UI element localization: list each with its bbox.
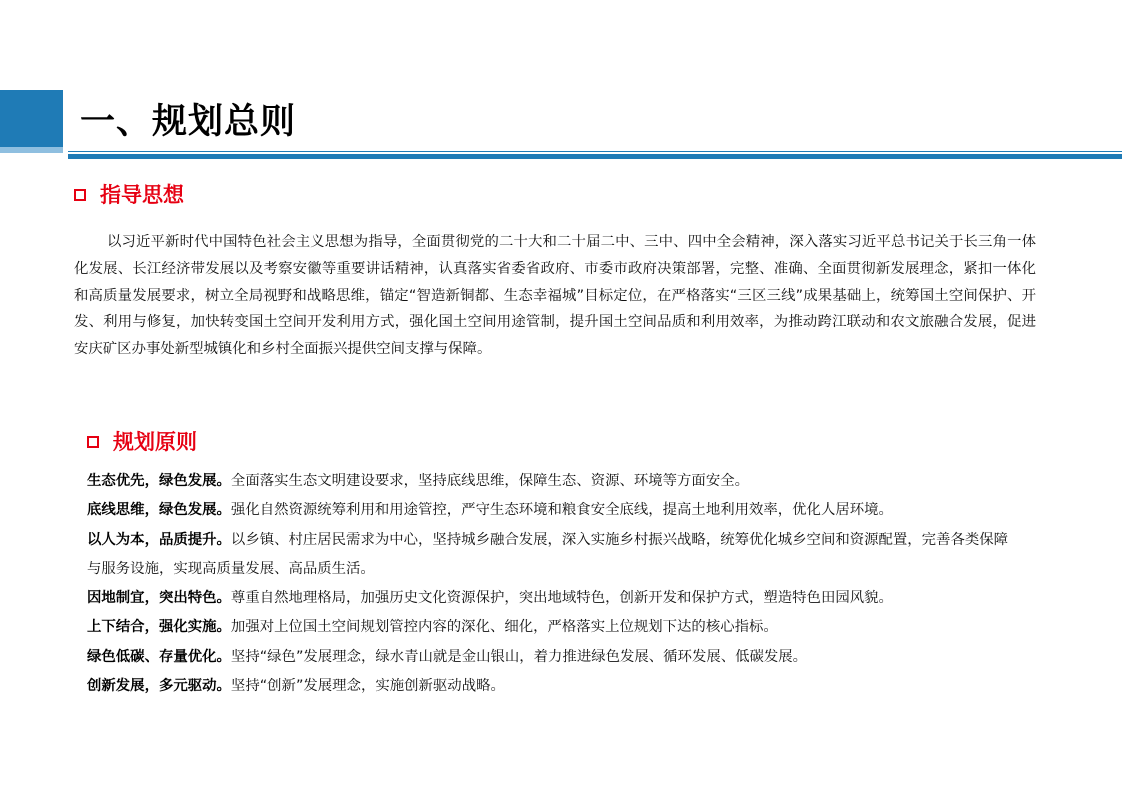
section-heading-guiding-text: 指导思想 — [100, 183, 184, 207]
section-heading-principles-text: 规划原则 — [113, 430, 197, 454]
principle-item — [87, 467, 1017, 496]
principle-text: 强化自然资源统筹利用和用途管控，严守生态环境和粮食安全底线，提高土地利用效率，优化人居环境。 — [230, 502, 893, 519]
guiding-paragraph: 以习近平新时代中国特色社会主义思想为指导，全面贯彻党的二十大和二十届二中、三中、四中全会精神，深入落实习近平总书记关于长三角一体化发展、长江经济带发展以及考察安徽等重要讲话精神，认真落实省委省政府、市委市政府决策部署，完整、准确、全面贯彻新发展理念，紧扣一体化和高质量发展要求，树立全局视野和战略思维，锚定“智造新铜都、生态幸福城”目标定位，在严格落实“三区三线”成果基础上，统筹国土空间保护、开发、利用与修复，加快转变国土空间开发利用方式，强化国土空间用途管制，提升国土空间品质和利用效率，为推动跨江联动和农文旅融合发展，促进安庆矿区办事处新型城镇化和乡村全面振兴提供空间支撑与保障。 — [74, 234, 1036, 358]
principle-item — [87, 613, 1017, 642]
principle-text: 坚持“绿色”发展理念，绿水青山就是金山银山，着力推进绿色发展、循环发展、低碳发展。 — [230, 648, 808, 665]
section-heading-guiding — [74, 181, 184, 209]
principle-title: 生态优先，绿色发展。 — [87, 473, 231, 489]
principle-title: 上下结合，强化实施。 — [87, 619, 231, 636]
header-blue-block — [0, 90, 63, 147]
principle-text: 以乡镇、村庄居民需求为中心，坚持城乡融合发展，深入实施乡村振兴战略，统筹优化城乡空间和资源配置，完善各类保障与服务设施，实现高质量发展、高品质生活。 — [87, 531, 1009, 577]
square-bullet-icon — [74, 189, 86, 201]
principles-list — [87, 467, 1017, 701]
principle-item — [87, 643, 1017, 672]
principle-text: 尊重自然地理格局，加强历史文化资源保护，突出地域特色，创新开发和保护方式，塑造特色田园风貌。 — [230, 590, 893, 607]
header-rule — [68, 154, 1122, 159]
principle-title: 绿色低碳、存量优化。 — [87, 648, 231, 665]
principle-item — [87, 672, 1017, 701]
page-title: 一、规划总则 — [80, 102, 297, 142]
principle-text: 全面落实生态文明建设要求，坚持底线思维，保障生态、资源、环境等方面安全。 — [230, 473, 749, 489]
principle-title: 以人为本，品质提升。 — [87, 531, 231, 548]
principle-item — [87, 526, 1017, 585]
principle-item — [87, 584, 1017, 613]
principle-text: 坚持“创新”发展理念，实施创新驱动战略。 — [230, 678, 505, 695]
principle-title: 因地制宜，突出特色。 — [87, 590, 231, 607]
principle-title: 底线思维，绿色发展。 — [87, 502, 231, 519]
header-rule-thin — [68, 151, 1122, 152]
principle-text: 加强对上位国土空间规划管控内容的深化、细化，严格落实上位规划下达的核心指标。 — [230, 619, 778, 636]
square-bullet-icon — [87, 436, 99, 448]
principle-item — [87, 496, 1017, 525]
principle-title: 创新发展，多元驱动。 — [87, 678, 231, 695]
header-blue-block-light — [0, 147, 63, 153]
section-heading-principles — [87, 428, 197, 456]
